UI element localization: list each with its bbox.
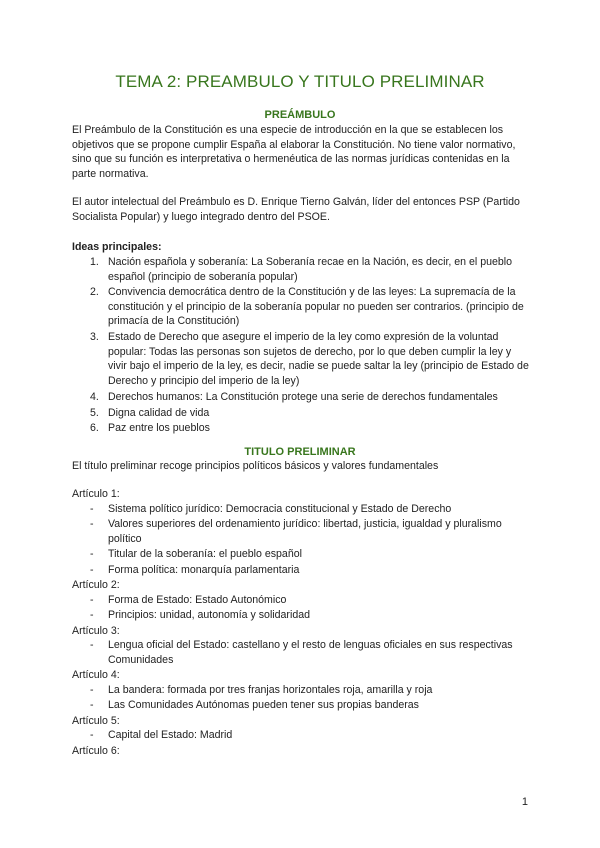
article-label: Artículo 3:: [72, 624, 120, 637]
article-1-list: [72, 502, 532, 578]
list-item: 6. Paz entre los pueblos: [90, 422, 210, 435]
titulo-preliminar-intro: El título preliminar recoge principios políticos básicos y valores fundamentales: [72, 460, 439, 472]
article-4-list: [72, 683, 532, 713]
list-item: - Valores superiores del ordenamiento jurídico: libertad, justicia, igualdad y pluralismo político: [90, 518, 502, 545]
list-item: - Capital del Estado: Madrid: [90, 729, 233, 741]
preambulo-paragraph-1: El Preámbulo de la Constitución es una especie de introducción en la que se establecen los objetivos que se propone cumplir España al elaborar la Constitución. No tiene valor normativo, sino que su función es interpretativa o hermenéutica de las normas jurídicas contenidas en la parte normativa.: [72, 124, 516, 180]
article-label: Artículo 2:: [72, 579, 120, 591]
page-title: TEMA 2: PREAMBULO Y TITULO PRELIMINAR: [115, 72, 485, 91]
article-5-list: [72, 728, 532, 743]
list-item: 4. Derechos humanos: La Constitución protege una serie de derechos fundamentales: [90, 390, 498, 403]
article-label: Artículo 6:: [72, 744, 120, 757]
articles-section: [72, 487, 532, 758]
ideas-list: [72, 255, 532, 437]
list-item: 1. Nación española y soberanía: La Soberanía recae en la Nación, es decir, en el pueblo español (principio de soberanía popular): [90, 256, 513, 283]
list-item: - Sistema político jurídico: Democracia constitucional y Estado de Derecho: [90, 502, 452, 515]
page-number: 1: [521, 796, 528, 808]
article-3-list: [72, 638, 532, 667]
article-2-list: [72, 593, 532, 623]
list-item: - Lengua oficial del Estado: castellano y el resto de lenguas oficiales en sus respectivas Comunidades: [90, 639, 513, 666]
ideas-principales-label: Ideas principales:: [72, 241, 162, 253]
preambulo-heading: PREÁMBULO: [264, 109, 336, 121]
list-item: 5. Digna calidad de vida: [90, 406, 210, 419]
list-item: - Titular de la soberanía: el pueblo español: [90, 548, 302, 560]
list-item: - Principios: unidad, autonomía y solidaridad: [90, 609, 310, 621]
article-label: Artículo 1:: [72, 488, 120, 500]
article-label: Artículo 4:: [72, 669, 120, 681]
preambulo-paragraph-2: El autor intelectual del Preámbulo es D. Enrique Tierno Galván, líder del entonces PSP (Partido Socialista Popular) y luego integrado dentro del PSOE.: [72, 196, 520, 223]
list-item: - Forma política: monarquía parlamentaria: [90, 563, 300, 576]
list-item: - La bandera: formada por tres franjas horizontales roja, amarilla y roja: [90, 683, 433, 696]
article-label: Artículo 5:: [72, 714, 120, 727]
titulo-preliminar-heading: TITULO PRELIMINAR: [244, 446, 356, 458]
list-item: 3. Estado de Derecho que asegure el imperio de la ley como expresión de la voluntad popular: Todas las personas son sujetos de derecho, por lo que deben cumplir la ley y vivir bajo el imperio de la ley, es decir, nadie se puede saltar la ley (principio de Estado de Derecho y principio del imperio de la ley): [90, 331, 529, 387]
list-item: - Las Comunidades Autónomas pueden tener sus propias banderas: [90, 699, 419, 711]
list-item: 2. Convivencia democrática dentro de la Constitución y de las leyes: La supremacía de la constitución y el principio de la soberanía popular no pueden ser contrarios. (principio de primacía de la Constitución): [90, 286, 524, 328]
list-item: - Forma de Estado: Estado Autonómico: [90, 593, 287, 606]
